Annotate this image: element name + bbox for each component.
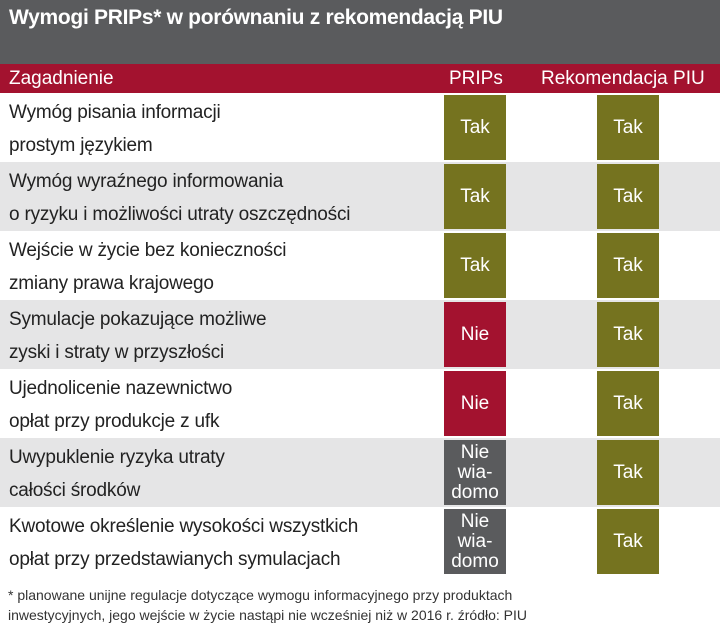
table-row bbox=[0, 231, 720, 300]
row-topic: Ujednolicenie nazewnictwo opłat przy produkcje z ufk bbox=[9, 378, 233, 432]
page-title: Wymogi PRIPs* w porównaniu z rekomendacją PIU bbox=[0, 0, 720, 64]
prips-value: Nie wia- domo bbox=[444, 440, 506, 505]
row-topic: Wymóg wyraźnego informowania o ryzyku i możliwości utraty oszczędności bbox=[9, 171, 351, 225]
prips-value: Nie wia- domo bbox=[444, 509, 506, 574]
table-row bbox=[0, 438, 720, 507]
piu-value: Tak bbox=[597, 371, 659, 436]
piu-value: Tak bbox=[597, 95, 659, 160]
table-row bbox=[0, 369, 720, 438]
footnote: * planowane unijne regulacje dotyczące wymogu informacyjnego przy produktach inwestycyjnych, jego wejście w życie nastąpi nie wcześniej niż w 2016 r. źródło: PIU bbox=[8, 587, 528, 623]
piu-value: Tak bbox=[597, 509, 659, 574]
prips-value: Tak bbox=[444, 95, 506, 160]
prips-value: Tak bbox=[444, 233, 506, 298]
prips-value: Nie bbox=[444, 371, 506, 436]
piu-value: Tak bbox=[597, 233, 659, 298]
table-body bbox=[0, 93, 720, 576]
prips-value: Tak bbox=[444, 164, 506, 229]
table-header bbox=[0, 64, 720, 93]
table-row bbox=[0, 300, 720, 369]
table-row bbox=[0, 507, 720, 576]
column-header-topic: Zagadnienie bbox=[9, 68, 114, 89]
row-topic: Wejście w życie bez konieczności zmiany prawa krajowego bbox=[9, 240, 287, 294]
column-header-prips: PRIPs bbox=[449, 68, 503, 89]
row-topic: Uwypuklenie ryzyka utraty całości środków bbox=[9, 447, 225, 501]
row-topic: Wymóg pisania informacji prostym językiem bbox=[9, 102, 221, 156]
table-row bbox=[0, 93, 720, 162]
row-topic: Kwotowe określenie wysokości wszystkich opłat przy przedstawianych symulacjach bbox=[9, 516, 359, 570]
table-row bbox=[0, 162, 720, 231]
piu-value: Tak bbox=[597, 164, 659, 229]
piu-value: Tak bbox=[597, 302, 659, 367]
prips-value: Nie bbox=[444, 302, 506, 367]
column-header-piu: Rekomendacja PIU bbox=[541, 68, 705, 89]
row-topic: Symulacje pokazujące możliwe zyski i straty w przyszłości bbox=[9, 309, 267, 363]
piu-value: Tak bbox=[597, 440, 659, 505]
